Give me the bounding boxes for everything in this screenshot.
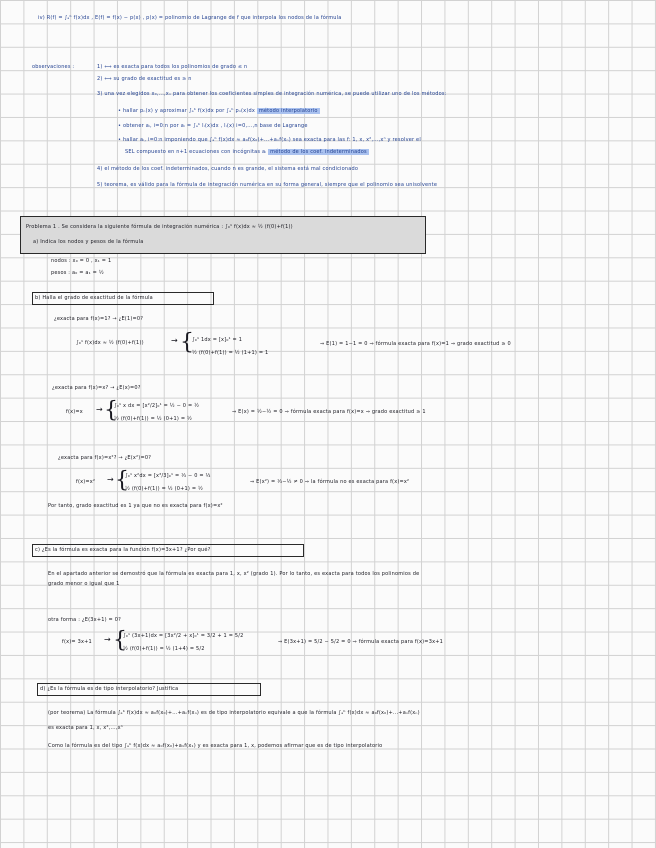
problem-part-a: a) Indica los nodos y pesos de la fórmula	[33, 239, 144, 245]
remainder-definition-line: iv) R(f) = ∫ₐᵇ f(x)dx , E(f) = f(x) − p(x) , p(x) = polinomio de Lagrange de f que interpola los nodos de la fórmula	[38, 15, 342, 21]
eq1-integral: ∫₀¹ 1dx = [x]₀¹ = 1	[192, 337, 243, 343]
bullet-coef-indeterminados-2	[125, 149, 369, 155]
brace-icon: {	[180, 330, 194, 355]
eq2-conclusion: ⇒ E(x) = ½−½ = 0 ⇒ fórmula exacta para f(x)=x ⇒ grado exactitud ≥ 1	[232, 409, 426, 415]
brace-icon: {	[115, 468, 129, 493]
problem-title: Problema 1 . Se considera la siguiente fórmula de integración numérica : ∫₀¹ f(x)dx ≈ ½ (f(0)+f(1))	[26, 224, 293, 230]
arrow-icon: →	[104, 635, 111, 644]
observacion-1: 1) ⟺ es exacta para todos los polinomios de grado ≤ n	[97, 64, 248, 70]
part-c-eq-formula: ½ (f(0)+f(1)) = ½ (1+4) = 5/2	[123, 646, 205, 652]
eq2-formula: ½ (f(0)+f(1)) = ½ (0+1) = ½	[114, 416, 193, 422]
arrow-icon: →	[171, 336, 178, 345]
question-exact-x2: ¿exacta para f(x)=x²? → ¿E(x²)=0?	[58, 455, 152, 461]
highlight-metodo-interpolatorio: método interpolatorio	[258, 108, 318, 114]
part-c-paragraph-1: En el apartado anterior se demostró que la fórmula es exacta para 1, x, x² (grado 1). Por lo tanto, es exacta para todos los polinomios de	[48, 571, 420, 577]
eq2-lhs: f(x)=x	[66, 409, 83, 415]
part-d-header: d) ¿Es la fórmula es de tipo interpolatorio? Justifica	[40, 686, 179, 692]
part-c-paragraph-2: grado menor o igual que 1	[48, 581, 120, 587]
arrow-icon: →	[96, 405, 103, 414]
part-d-paragraph-1: (por teorema) La fórmula ∫ₐᵇ f(x)dx ≈ a₀f(x₀)+...+aₙf(xₙ) es de tipo interpolatorio equivale a que la fórmula ∫ₐᵇ f(x)dx ≈ a₀f(x₀)+...+aₙf(xₙ)	[48, 710, 420, 716]
part-d-paragraph-3: Como la fórmula es del tipo ∫ₐᵇ f(x)dx ≈ a₀f(x₀)+a₁f(x₁) y es exacta para 1, x, podemos afirmar que es de tipo interpolatorio	[48, 743, 383, 749]
eq3-formula: ½ (f(0)+f(1)) = ½ (0+1) = ½	[125, 486, 204, 492]
part-c-header: c) ¿Es la fórmula es exacta para la función f(x)=3x+1? ¿Por qué?	[35, 547, 211, 553]
observacion-4: 4) el método de los coef. indeterminados, cuando n es grande, el sistema está mal condicionado	[97, 166, 359, 172]
part-c-eq-lhs: f(x)= 3x+1	[62, 639, 92, 645]
eq1-formula: ½ (f(0)+f(1)) = ½ (1+1) = 1	[192, 350, 269, 356]
brace-icon: {	[104, 398, 118, 423]
eq3-lhs: f(x)=x²	[76, 479, 96, 485]
nodos-line: nodos : x₀ = 0 , x₁ = 1	[51, 258, 112, 264]
eq1-lhs: ∫₀¹ f(x)dx ≈ ½ (f(0)+f(1))	[76, 340, 144, 346]
part-b-header: b) Halla el grado de exactitud de la fórmula	[35, 295, 153, 301]
observacion-5: 5) teorema, es válido para la fórmula de integración numérica en su forma general, siempre que el polinomio sea unisolvente	[97, 182, 438, 188]
bullet-base-lagrange: • obtener aᵢ, i=0:n por aᵢ = ∫ₐᵇ lᵢ(x)dx , lᵢ(x) i=0,...,n base de Lagrange	[118, 123, 308, 129]
part-d-paragraph-2: es exacta para 1, x, x²,...,xⁿ	[48, 725, 123, 731]
bullet-1-text: • hallar pₙ(x) y aproximar ∫ₐᵇ f(x)dx por ∫ₐᵇ pₙ(x)dx	[118, 108, 256, 114]
observaciones-label: observaciones :	[32, 64, 75, 70]
bullet-coef-indeterminados-1: • hallar aᵢ, i=0:n imponiendo que ∫ₐᵇ f(x)dx ≈ a₀f(x₀)+...+aₙf(xₙ) sea exacta para las f: 1, x, x²,...,xⁿ y resolver el	[118, 137, 421, 143]
pesos-line: pesos : a₀ = a₁ = ½	[51, 270, 104, 276]
arrow-icon: →	[107, 475, 114, 484]
question-exact-1: ¿exacta para f(x)=1? → ¿E(1)=0?	[54, 316, 144, 322]
question-exact-x: ¿exacta para f(x)=x? → ¿E(x)=0?	[52, 385, 141, 391]
bullet-metodo-interpolatorio	[118, 108, 320, 114]
brace-icon: {	[113, 628, 127, 653]
part-c-otra-forma: otra forma : ¿E(3x+1) = 0?	[48, 617, 121, 623]
observacion-3: 3) una vez elegidos x₀,...,xₙ para obtener los coeficientes simples de integración numérica, se puede utilizar uno de los métodos:	[97, 91, 447, 97]
part-c-eq-conclusion: ⇒ E(3x+1) = 5/2 − 5/2 = 0 ⇒ fórmula exacta para f(x)=3x+1	[278, 639, 444, 645]
highlight-coef-indeterminados: método de los coef. indeterminados	[270, 149, 367, 155]
part-b-conclusion: Por tanto, grado exactitud es 1 ya que no es exacta para f(x)=x²	[48, 503, 223, 509]
part-c-eq-integral: ∫₀¹ (3x+1)dx = [3x²/2 + x]₀¹ = 3/2 + 1 = 5/2	[123, 633, 244, 639]
eq3-integral: ∫₀¹ x²dx = [x³/3]₀¹ = ⅓ − 0 = ⅓	[125, 473, 211, 479]
eq2-integral: ∫₀¹ x dx = [x²/2]₀¹ = ½ − 0 = ½	[114, 403, 200, 409]
eq1-conclusion: ⇒ E(1) = 1−1 = 0 ⇒ fórmula exacta para f(x)=1 ⇒ grado exactitud ≥ 0	[320, 341, 511, 347]
observacion-2: 2) ⟺ su grado de exactitud es ≥ n	[97, 76, 192, 82]
problem-statement-box	[20, 216, 426, 254]
bullet-3b-text: SEL compuesto en n+1 ecuaciones con incógnitas aᵢ	[125, 149, 267, 155]
eq3-conclusion: ⇒ E(x²) = ⅓−½ ≠ 0 ⇒ la fórmula no es exacta para f(x)=x²	[250, 479, 410, 485]
